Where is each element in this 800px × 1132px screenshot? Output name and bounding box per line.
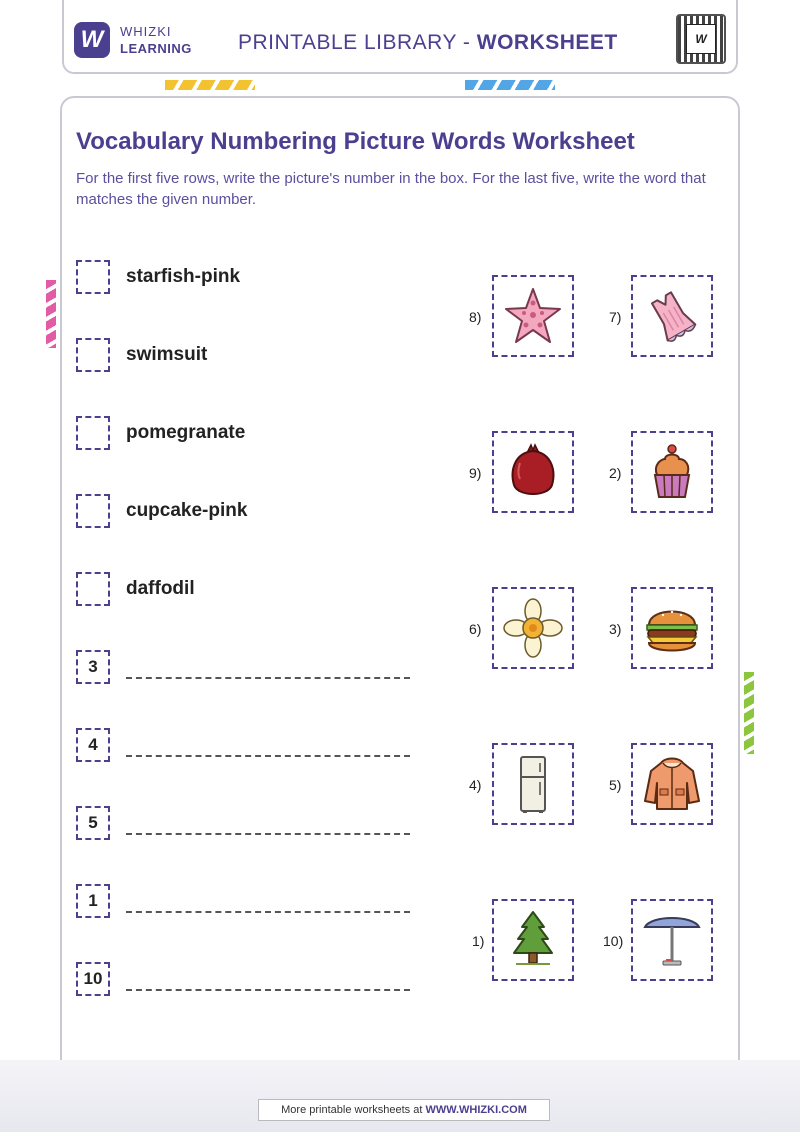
- worksheet-title: Vocabulary Numbering Picture Words Worksheet: [76, 128, 635, 155]
- worksheet-instructions: For the first five rows, write the picture's number in the box. For the last five, write the word that matches the given number.: [76, 170, 706, 208]
- number-box-4: 1: [76, 884, 110, 918]
- picture-label-8: 8): [469, 309, 482, 325]
- picture-card-refrigerator: [492, 743, 574, 825]
- answer-line-4[interactable]: [126, 911, 410, 913]
- picture-card-patio-umbrella: [631, 899, 713, 981]
- answer-line-3[interactable]: [126, 833, 410, 835]
- picture-card-daffodil: [492, 587, 574, 669]
- picture-card-jacket: [631, 743, 713, 825]
- number-box-3: 5: [76, 806, 110, 840]
- answer-box-5[interactable]: [76, 572, 110, 606]
- picture-label-2: 2): [609, 465, 622, 481]
- decorative-stripes-yellow: [165, 80, 255, 90]
- answer-box-4[interactable]: [76, 494, 110, 528]
- footer-site-link[interactable]: WWW.WHIZKI.COM: [425, 1104, 527, 1116]
- number-box-1: 3: [76, 650, 110, 684]
- answer-line-5[interactable]: [126, 989, 410, 991]
- cupcake-icon: [641, 441, 703, 503]
- header-title-prefix: PRINTABLE LIBRARY -: [238, 31, 477, 54]
- word-label-3: pomegranate: [126, 422, 246, 443]
- brand-name-line2: LEARNING: [120, 41, 192, 56]
- picture-label-7: 7): [609, 309, 622, 325]
- daffodil-icon: [502, 597, 564, 659]
- word-label-5: daffodil: [126, 578, 195, 599]
- decorative-stripes-blue: [465, 80, 555, 90]
- swimsuit-icon: [641, 285, 703, 347]
- picture-label-6: 6): [469, 621, 482, 637]
- footer-credit[interactable]: [258, 1099, 550, 1121]
- answer-line-1[interactable]: [126, 677, 410, 679]
- picture-card-starfish: [492, 275, 574, 357]
- qr-code-logo: W: [686, 24, 716, 54]
- brand-name-line1: WHIZKI: [120, 24, 172, 39]
- picture-label-9: 9): [469, 465, 482, 481]
- picture-label-3: 3): [609, 621, 622, 637]
- number-box-5: 10: [76, 962, 110, 996]
- picture-label-10: 10): [603, 933, 624, 949]
- burger-icon: [641, 597, 703, 659]
- decorative-stripes-pink: [46, 280, 56, 348]
- refrigerator-icon: [502, 753, 564, 815]
- picture-label-4: 4): [469, 777, 482, 793]
- brand-logo: W: [74, 22, 110, 58]
- decorative-stripes-green: [744, 672, 754, 754]
- word-label-1: starfish-pink: [126, 266, 241, 287]
- footer-illustration: [0, 1060, 800, 1132]
- word-label-2: swimsuit: [126, 344, 208, 365]
- word-label-4: cupcake-pink: [126, 500, 248, 521]
- picture-card-swimsuit: [631, 275, 713, 357]
- header-title: [238, 31, 618, 55]
- number-box-2: 4: [76, 728, 110, 762]
- starfish-icon: [502, 285, 564, 347]
- answer-box-2[interactable]: [76, 338, 110, 372]
- header-title-bold: WORKSHEET: [476, 31, 618, 54]
- patio-umbrella-icon: [641, 909, 703, 971]
- picture-label-5: 5): [609, 777, 622, 793]
- picture-card-pine-tree: [492, 899, 574, 981]
- answer-box-1[interactable]: [76, 260, 110, 294]
- pine-tree-icon: [502, 909, 564, 971]
- picture-label-1: 1): [472, 933, 485, 949]
- footer-text: More printable worksheets at: [281, 1104, 426, 1116]
- picture-card-pomegranate: [492, 431, 574, 513]
- picture-card-burger: [631, 587, 713, 669]
- jacket-icon: [641, 753, 703, 815]
- answer-box-3[interactable]: [76, 416, 110, 450]
- pomegranate-icon: [502, 441, 564, 503]
- answer-line-2[interactable]: [126, 755, 410, 757]
- picture-card-cupcake: [631, 431, 713, 513]
